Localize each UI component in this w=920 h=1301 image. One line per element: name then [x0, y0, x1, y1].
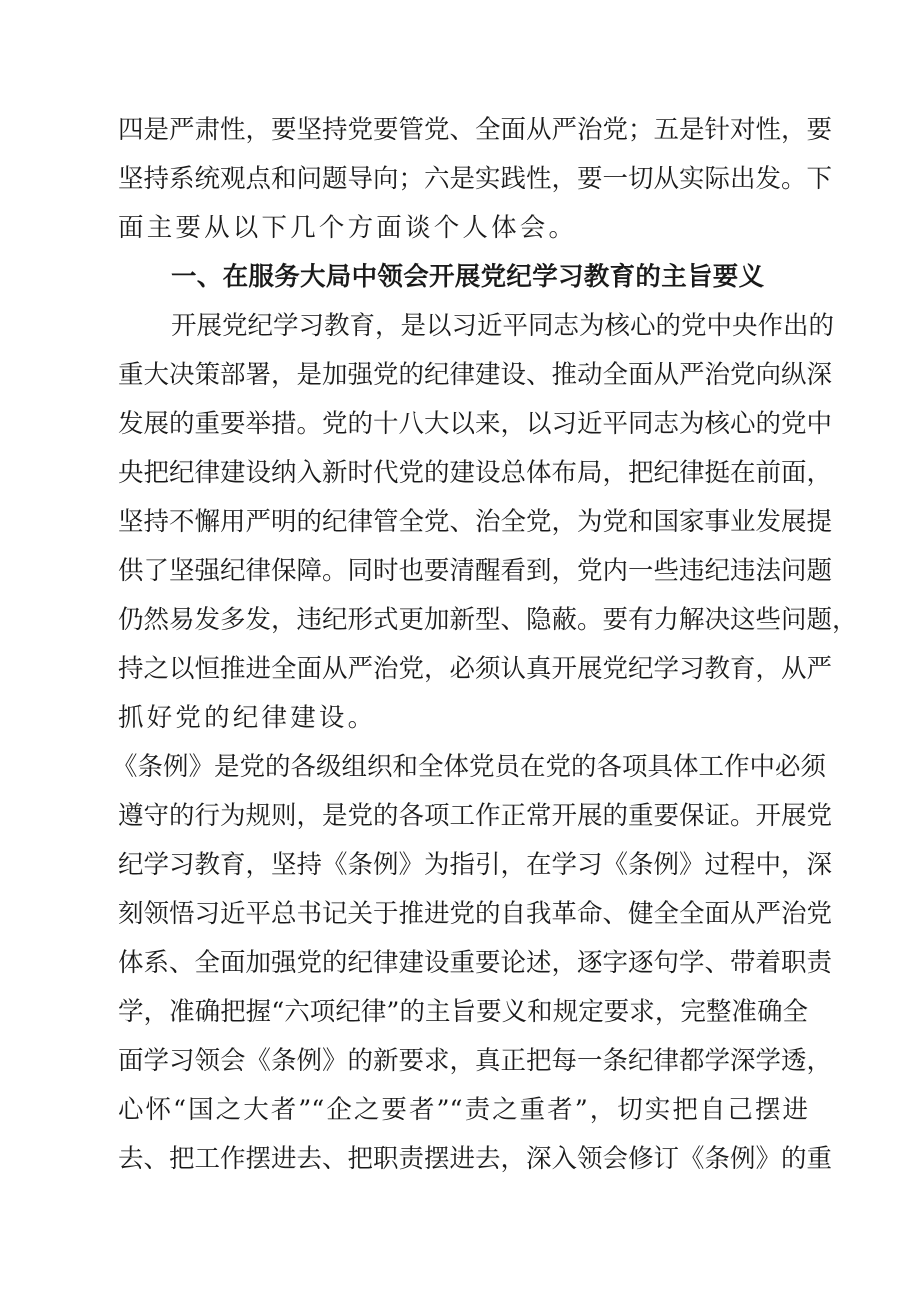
p2-line-9: 去、把工作摆进去、把职责摆进去，深入领会修订《条例》的重 — [118, 1144, 833, 1174]
p1-line-4: 央把纪律建设纳入新时代党的建设总体布局，把纪律挺在前面， — [118, 458, 833, 488]
p2-line-4: 刻领悟习近平总书记关于推进党的自我革命、健全全面从严治党 — [118, 899, 833, 929]
intro-line-1: 四是严肃性，要坚持党要管党、全面从严治党；五是针对性，要 — [118, 115, 833, 145]
p1-line-6: 供了坚强纪律保障。同时也要清醒看到，党内一些违纪违法问题 — [118, 556, 833, 586]
p1-line-5: 坚持不懈用严明的纪律管全党、治全党，为党和国家事业发展提 — [118, 507, 833, 537]
p1-line-9: 抓好党的纪律建设。 — [118, 703, 377, 733]
p2-line-1: 《条例》是党的各级组织和全体党员在党的各项具体工作中必须 — [112, 752, 827, 782]
p2-line-6: 学，准确把握“六项纪律”的主旨要义和规定要求，完整准确全 — [118, 997, 808, 1027]
p2-line-8: 心怀“国之大者”“企之要者”“责之重者”，切实把自己摆进 — [118, 1095, 808, 1125]
p1-line-7: 仍然易发多发，违纪形式更加新型、隐蔽。要有力解决这些问题， — [118, 605, 858, 635]
p2-line-3: 纪学习教育，坚持《条例》为指引，在学习《条例》过程中，深 — [118, 850, 833, 880]
p1-line-3: 发展的重要举措。党的十八大以来，以习近平同志为核心的党中 — [118, 409, 833, 439]
p2-line-5: 体系、全面加强党的纪律建设重要论述，逐字逐句学、带着职责 — [118, 948, 833, 978]
p1-line-8: 持之以恒推进全面从严治党，必须认真开展党纪学习教育，从严 — [118, 654, 833, 684]
section-heading: 一、在服务大局中领会开展党纪学习教育的主旨要义 — [171, 262, 765, 292]
p2-line-7: 面学习领会《条例》的新要求，真正把每一条纪律都学深学透， — [118, 1046, 833, 1076]
p2-line-2: 遵守的行为规则，是党的各项工作正常开展的重要保证。开展党 — [118, 801, 833, 831]
p1-line-1: 开展党纪学习教育，是以习近平同志为核心的党中央作出的 — [171, 311, 835, 341]
intro-line-3: 面主要从以下几个方面谈个人体会。 — [118, 213, 578, 243]
p1-line-2: 重大决策部署，是加强党的纪律建设、推动全面从严治党向纵深 — [118, 360, 833, 390]
intro-line-2: 坚持系统观点和问题导向；六是实践性，要一切从实际出发。下 — [118, 164, 833, 194]
